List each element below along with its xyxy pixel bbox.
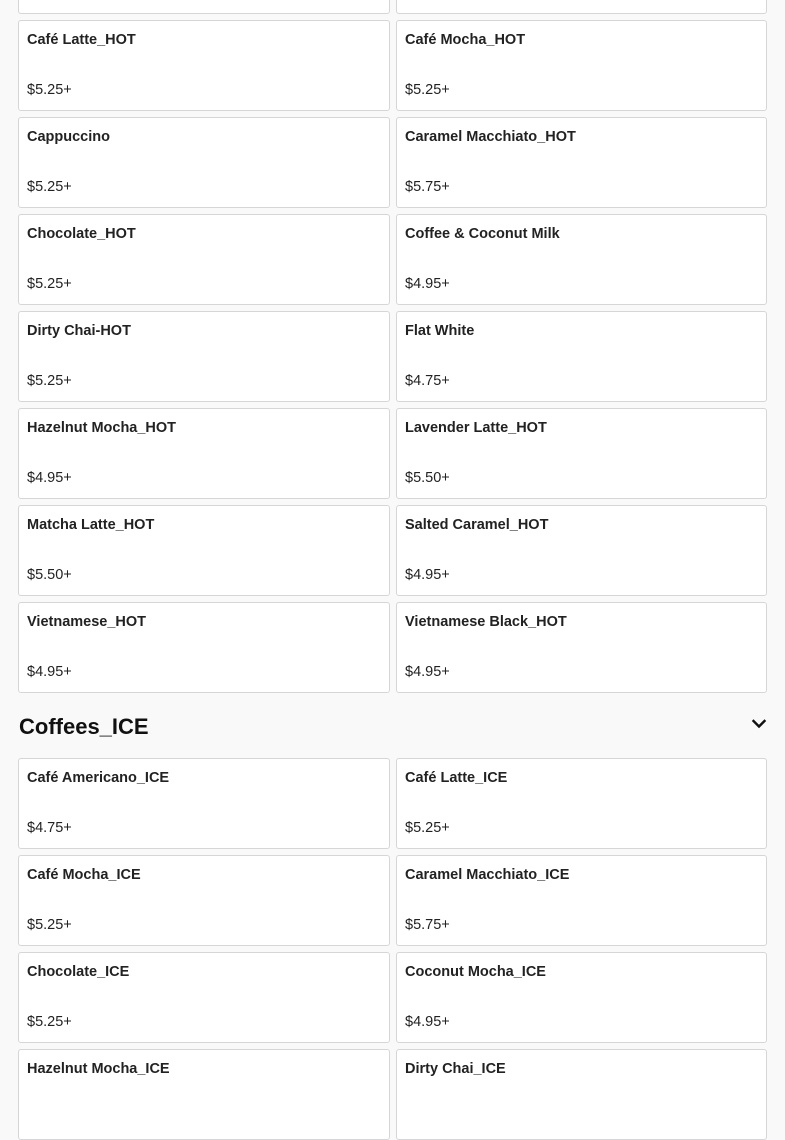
section-header-coffees-ice[interactable] — [18, 712, 767, 748]
item-name: Caramel Macchiato_ICE — [405, 867, 570, 883]
menu-item-card[interactable] — [18, 1049, 390, 1140]
menu-item-card[interactable] — [396, 311, 767, 402]
menu-item-card[interactable] — [396, 214, 767, 305]
item-name: Salted Caramel_HOT — [405, 517, 549, 533]
menu-item-card[interactable] — [18, 952, 390, 1043]
menu-item-card[interactable] — [396, 505, 767, 596]
item-name: Vietnamese Black_HOT — [405, 614, 567, 630]
item-name: Dirty Chai-HOT — [27, 323, 131, 339]
item-name: Coffee & Coconut Milk — [405, 226, 560, 242]
item-price: $5.25+ — [27, 917, 72, 933]
coffees-ice-grid — [18, 758, 767, 1140]
item-price: $4.95+ — [405, 1014, 450, 1030]
menu-item-card[interactable] — [396, 408, 767, 499]
menu-item-card[interactable] — [18, 758, 390, 849]
item-price: $4.75+ — [27, 820, 72, 836]
coffees-hot-grid — [18, 0, 767, 693]
menu-item-card[interactable] — [396, 758, 767, 849]
item-name: Hazelnut Mocha_HOT — [27, 420, 177, 436]
menu-item-card[interactable] — [18, 311, 390, 402]
item-name: Lavender Latte_HOT — [405, 420, 547, 436]
item-name: Café Latte_ICE — [405, 770, 508, 786]
item-name: Matcha Latte_HOT — [27, 517, 155, 533]
menu-item-card[interactable] — [18, 408, 390, 499]
item-price: $5.75+ — [405, 917, 450, 933]
item-price: $5.50+ — [405, 470, 450, 486]
item-name: Caramel Macchiato_HOT — [405, 129, 576, 145]
item-price: $5.25+ — [405, 82, 450, 98]
item-name: Chocolate_ICE — [27, 964, 130, 980]
item-price: $5.25+ — [405, 820, 450, 836]
item-price: $5.50+ — [27, 567, 72, 583]
item-price: $4.95+ — [405, 567, 450, 583]
menu-item-card[interactable] — [396, 602, 767, 693]
item-price: $4.95+ — [405, 664, 450, 680]
menu-item-card[interactable] — [396, 1049, 767, 1140]
item-name: Dirty Chai_ICE — [405, 1061, 506, 1077]
item-price: $5.25+ — [27, 82, 72, 98]
section-title: Coffees_ICE — [19, 714, 149, 739]
item-price: $5.25+ — [27, 373, 72, 389]
item-name: Flat White — [405, 323, 475, 339]
item-price: $5.75+ — [405, 179, 450, 195]
item-price: $5.25+ — [27, 276, 72, 292]
item-name: Cappuccino — [27, 129, 110, 145]
menu-item-card[interactable] — [396, 855, 767, 946]
item-price: $4.95+ — [405, 276, 450, 292]
item-name: Café Americano_ICE — [27, 770, 170, 786]
item-price: $4.95+ — [27, 470, 72, 486]
item-price: $4.95+ — [27, 664, 72, 680]
item-price: $5.25+ — [27, 179, 72, 195]
item-price: $4.75+ — [405, 373, 450, 389]
menu-item-card[interactable] — [18, 505, 390, 596]
item-price: $5.25+ — [27, 1014, 72, 1030]
menu-item-card[interactable] — [396, 20, 767, 111]
item-name: Café Mocha_ICE — [27, 867, 141, 883]
item-name: Café Latte_HOT — [27, 32, 136, 48]
menu-item-card[interactable] — [18, 214, 390, 305]
item-name: Café Mocha_HOT — [405, 32, 526, 48]
menu-item-card[interactable] — [396, 952, 767, 1043]
menu-item-card[interactable] — [18, 855, 390, 946]
menu-item-card[interactable] — [396, 0, 767, 14]
item-name: Vietnamese_HOT — [27, 614, 147, 630]
chevron-down-icon[interactable] — [751, 716, 767, 732]
menu-item-card[interactable] — [396, 117, 767, 208]
menu-item-card[interactable] — [18, 602, 390, 693]
item-name: Chocolate_HOT — [27, 226, 136, 242]
menu-item-card[interactable] — [18, 0, 390, 14]
menu-item-card[interactable] — [18, 117, 390, 208]
menu-item-card[interactable] — [18, 20, 390, 111]
item-name: Coconut Mocha_ICE — [405, 964, 546, 980]
item-name: Hazelnut Mocha_ICE — [27, 1061, 170, 1077]
